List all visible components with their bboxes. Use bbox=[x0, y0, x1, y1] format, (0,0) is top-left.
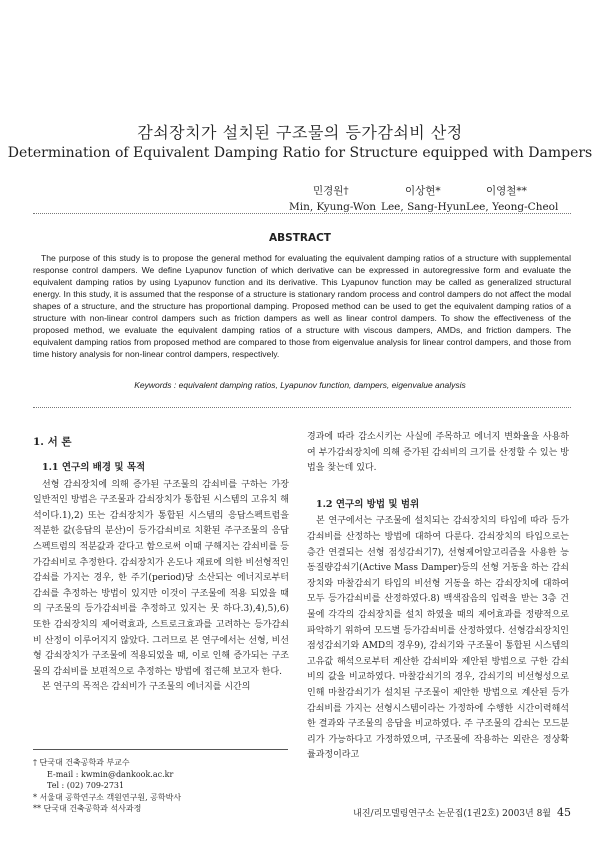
abstract-body: The purpose of this study is to propose the general method for evaluating the equivalent damping ratios of a structure with supplemental response control dampers. We define Lyapunov function of which derivative can be expressed in autoregressive form and evaluate the equivalent damping ratios by using Lyapunov function and its derivative. This Lyapunov function may be called as generalized structural energy. In this study, it is assumed that the response of a structure is stationary random process and control dampers do not affect the modal shapes of a structure, and the structure has proportional damping. Proposed method can be used to get the equivalent damping ratios of a structure with non-linear control dampers such as friction dampers as well as linear control dampers. To show the effectiveness of the proposed method, we evaluate the equivalent damping ratios of a structure with viscous dampers, AMDs, and friction dampers. The equivalent damping ratios from proposed method are compared to those from eigenvalue analysis for linear control dampers, and those from time history analysis for non-linear control dampers, respectively. bbox=[33, 253, 571, 359]
paragraph: 본 연구의 목적은 감쇠비가 구조물의 에너지를 시간의 bbox=[42, 682, 251, 693]
journal-info: 내진/리모델링연구소 논문집(1권2호) 2003년 8월 bbox=[353, 809, 551, 819]
divider bbox=[33, 407, 571, 408]
abstract-heading: ABSTRACT bbox=[269, 232, 331, 244]
keywords: Keywords : equivalent damping ratios, Lyapunov function, dampers, eigenvalue analysis bbox=[134, 380, 466, 390]
footnote-email: E-mail : kwmin@dankook.ac.kr bbox=[47, 769, 174, 779]
paragraph: 선형 감쇠장치에 의해 증가된 구조물의 감쇠비를 구하는 가장 일반적인 방법은 구조물과 감쇠장치가 통합된 시스템의 고유치 해석이다.1),2) 또는 감쇠장치가 통합된 시스템의 응답스펙트럼을 적분한 값(응답의 분산)이 등가감쇠비로 치환된 주구조물의 응답스펙트럼의 적분값과 같다고 함으로써 이때 구해지는 감쇠비를 등가감쇠비로 추정한다. 감쇠장치가 온도나 재료에 의한 비선형적인 감쇠를 가지는 경우, 한 주기(period)당 소산되는 에너지로부터 감쇠를 추정하는 방법이 있지만 이것이 구조물에 적용 되었을 때의 구조물의 등가감쇠비를 추정하고 있지는 못 하다.3),4),5),6) 또한 감쇠장치의 제어력효과, 스트로크효과를 고려하는 등가감쇠비 산정이 이루어지지 않았다. 그러므로 본 연구에서는 선형, 비선형 감쇠장치가 구조물에 적용되었을 때, 이로 인해 증가되는 구조물의 감쇠비를 보편적으로 추정하는 방법에 접근해 보고자 한다. bbox=[33, 479, 289, 677]
author-list bbox=[0, 183, 600, 223]
paragraph: 경과에 따라 감소시키는 사실에 주목하고 에너지 변화율을 사용하여 부가감쇠장치에 의해 증가된 감쇠비의 크기를 산정할 수 있는 방법을 찾는데 있다. bbox=[307, 432, 569, 474]
footnote-rule bbox=[33, 749, 288, 750]
author-name-en: Lee, Sang-Hyun bbox=[381, 201, 467, 213]
author-name-en: Min, Kyung-Won bbox=[289, 201, 377, 213]
author-name-ko: 민경원† bbox=[313, 185, 349, 197]
paper-title-english: Determination of Equivalent Damping Ratio for Structure equipped with Dampers bbox=[7, 145, 593, 161]
paper-title-korean: 감쇠장치가 설치된 구조물의 등가감쇠비 산정 bbox=[137, 123, 463, 142]
right-column bbox=[307, 430, 569, 764]
left-column bbox=[33, 460, 289, 696]
page-footer bbox=[353, 806, 571, 819]
divider bbox=[33, 213, 571, 214]
footnote: † 단국대 건축공학과 부교수 bbox=[33, 758, 130, 767]
footnote: * 서울대 공학연구소 객원연구원, 공학박사 bbox=[33, 792, 182, 802]
footnote: ** 단국대 건축공학과 석사과정 bbox=[33, 804, 142, 813]
author-name-en: Lee, Yeong-Cheol bbox=[466, 201, 559, 213]
subsection-heading: 1.2 연구의 방법 및 범위 bbox=[316, 498, 420, 510]
paragraph: 본 연구에서는 구조물에 설치되는 감쇠장치의 타입에 따라 등가감쇠비를 산정하는 방법에 대하여 다룬다. 감쇠장치의 타입으로는 층간 연결되는 선형 점성감쇠기7), 선형제어알고리즘을 사용한 능동질량감쇠기(Active Mass Damper)등의 선형 거동을 하는 감쇠장치와 마찰감쇠기 타입의 비선형 거동을 하는 감쇠장치에 대하여 모두 등가감쇠비를 산정하였다.8) 백색잡음의 입력을 받는 3층 건물에 각각의 감쇠장치를 설치 하였을 때의 제어효과를 정량적으로 파악하기 위하여 모드별 등가감쇠비를 산정하였다. 선형감쇠장치인 점성감쇠기와 AMD의 경우9), 감쇠기와 구조물이 통합된 시스템의 고유값 해석으로부터 계산한 감쇠비와 제안된 방법으로 구한 감쇠비의 값을 비교하였다. 마찰감쇠기의 경우, 감쇠기의 비선형성으로 인해 마찰감쇠기가 설치된 구조물이 제안한 방법으로 계산된 등가감쇠비를 가지는 선형시스템이라는 가정하에 수행한 시간이력해석한 결과와 구조물의 응답을 비교하였다. 주 구조물의 감쇠는 모드분리가 가능하다고 가정하였으며, 구조물에 작용하는 외란은 정상확률과정이라고 bbox=[307, 516, 569, 761]
footnotes bbox=[33, 757, 293, 815]
subsection-heading: 1.1 연구의 배경 및 목적 bbox=[42, 462, 146, 473]
section-heading: 1. 서 론 bbox=[33, 436, 72, 448]
footnote-tel: Tel : (02) 709-2731 bbox=[47, 781, 125, 790]
page-number: 45 bbox=[557, 806, 571, 819]
author-name-ko: 이상현* bbox=[405, 185, 441, 197]
author-name-ko: 이영철** bbox=[486, 185, 527, 197]
